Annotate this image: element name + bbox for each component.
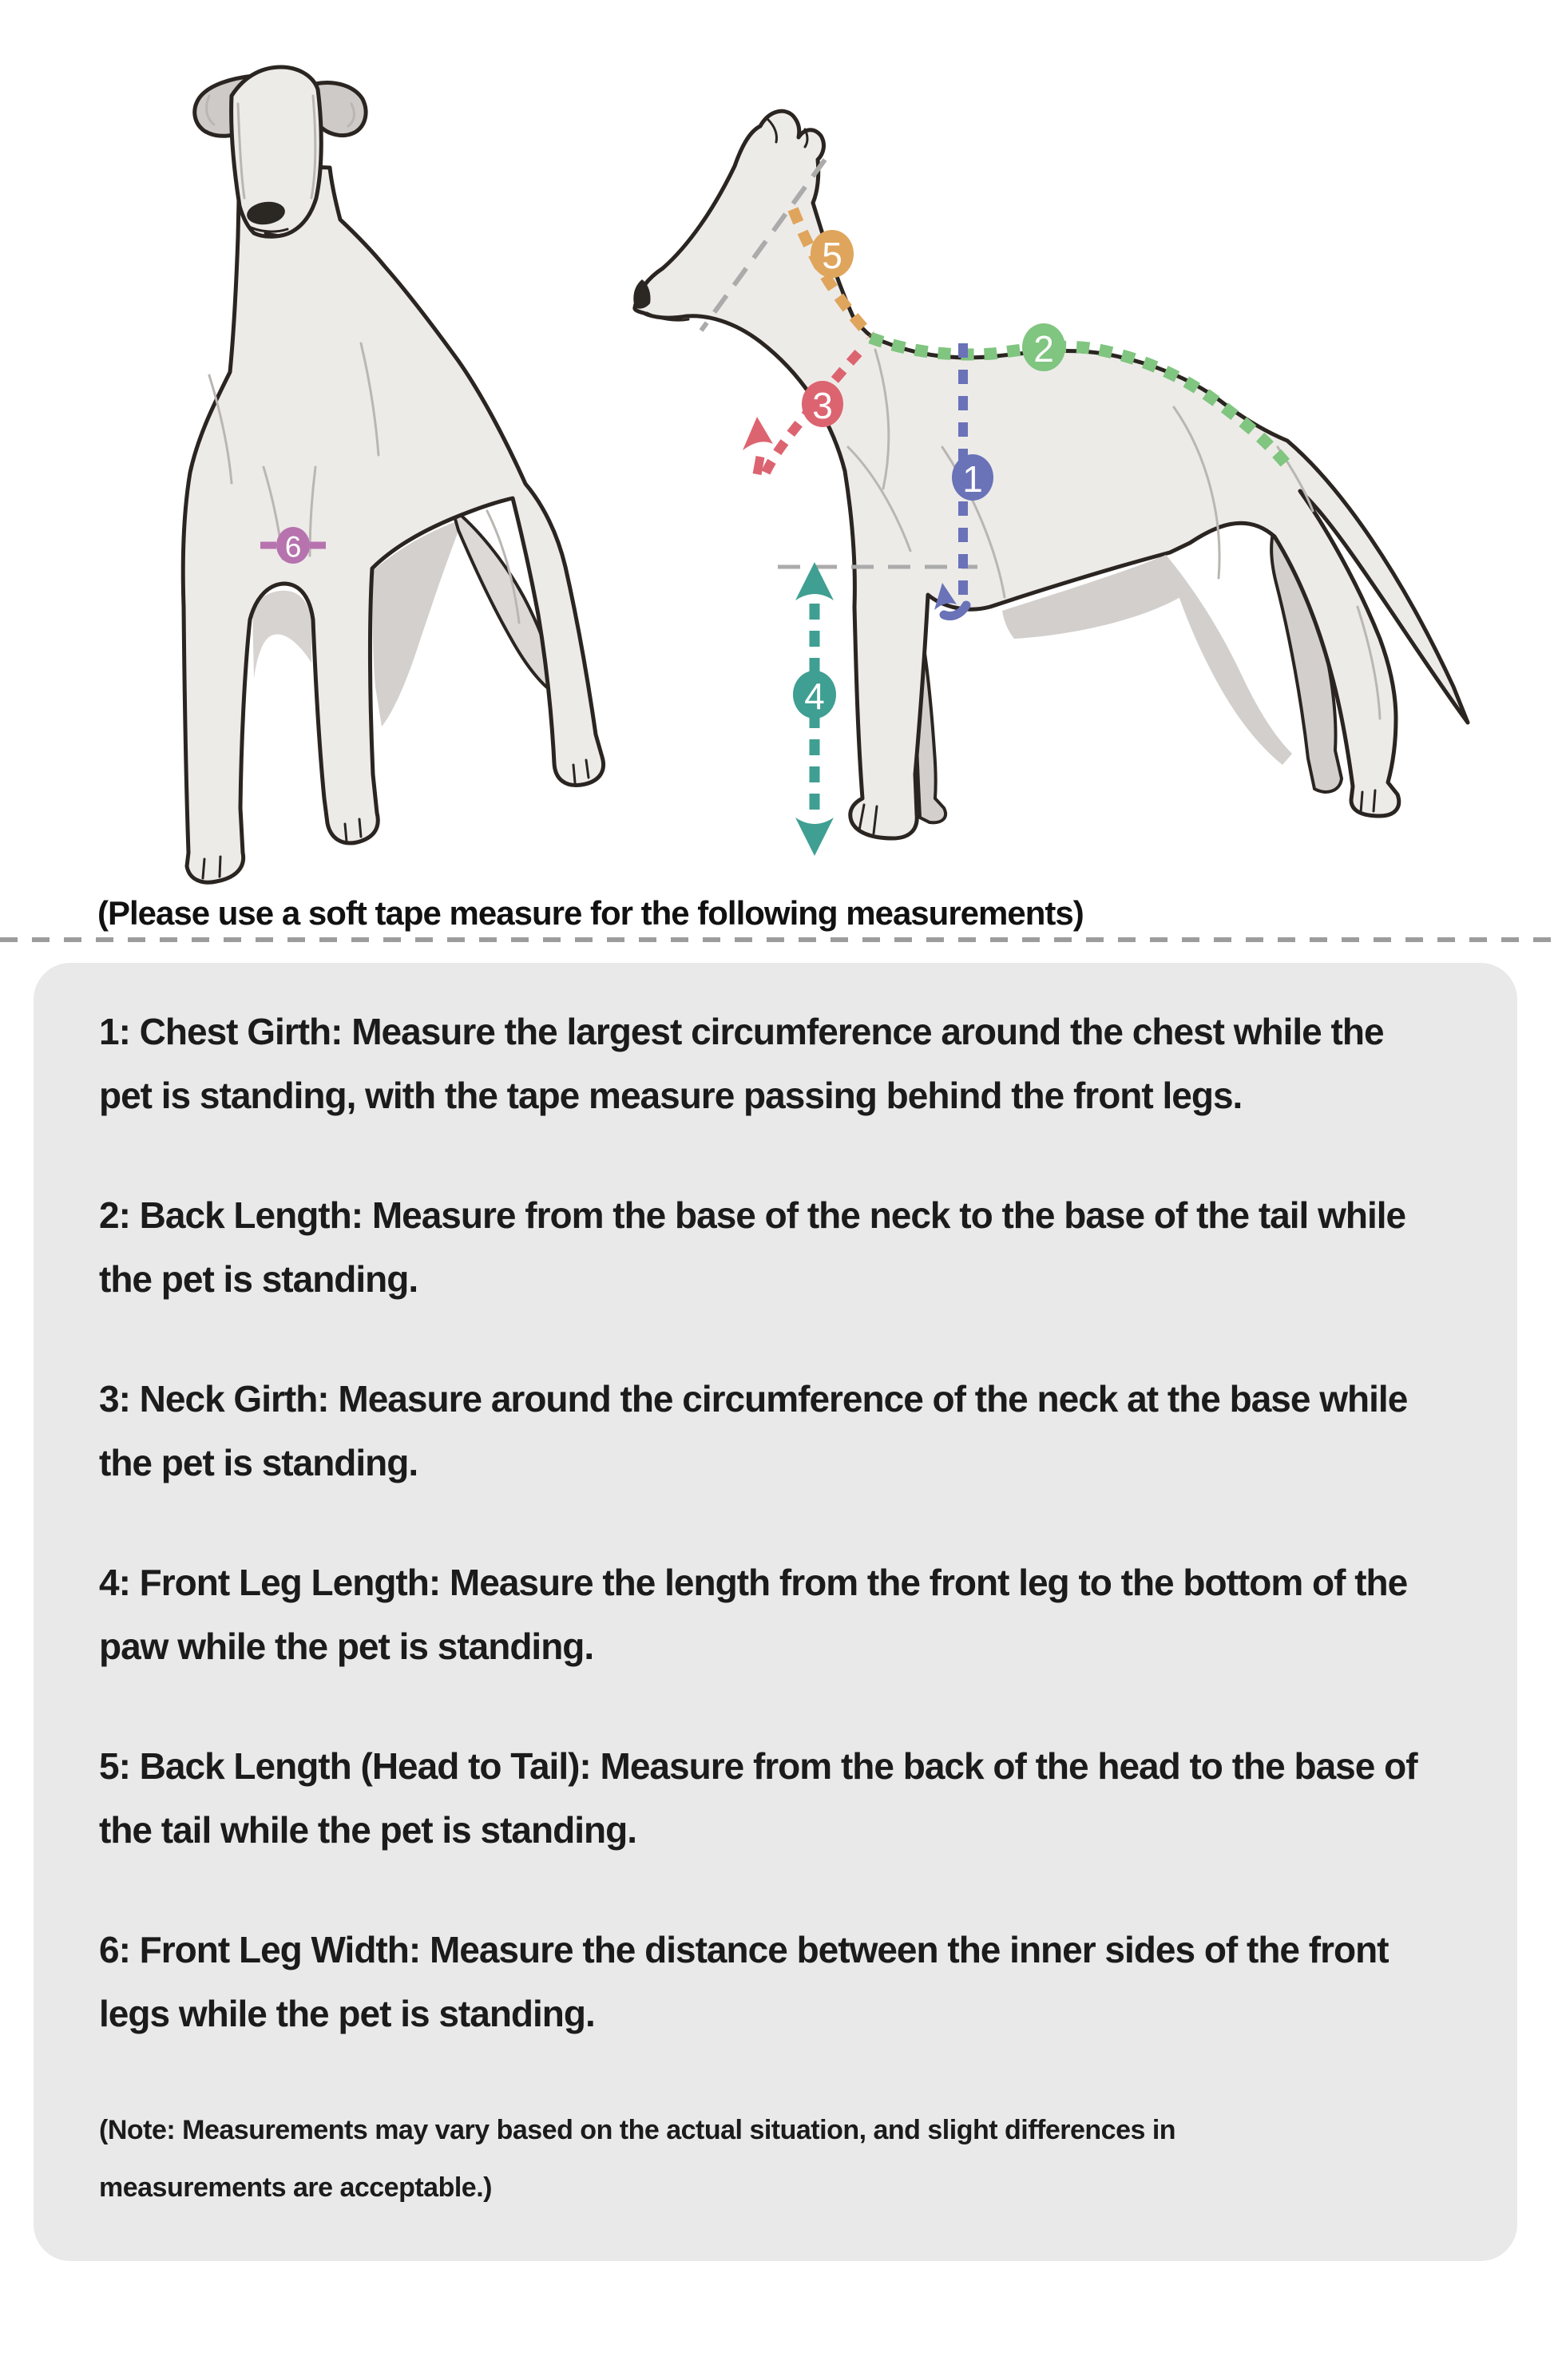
marker-2-number: 2 — [1033, 328, 1054, 370]
instruction-6-front-leg-width — [99, 1918, 1469, 2045]
marker-1-chest-girth — [952, 454, 993, 501]
instruction-1-chest-girth — [99, 1000, 1469, 1127]
note-line: (Note: Measurements may vary based on the actual situation, and slight differences in — [99, 2115, 1176, 2145]
marker-6-number: 6 — [284, 530, 302, 564]
instruction-line: 5: Back Length (Head to Tail): Measure from the back of the head to the base of — [99, 1745, 1417, 1787]
instruction-line: paw while the pet is standing. — [99, 1626, 594, 1667]
instruction-line: 1: Chest Girth: Measure the largest circumference around the chest while the — [99, 1011, 1384, 1052]
instruction-line: the pet is standing. — [99, 1442, 418, 1483]
instruction-line: 2: Back Length: Measure from the base of the neck to the base of the tail while — [99, 1194, 1406, 1236]
instruction-line: legs while the pet is standing. — [99, 1993, 595, 2034]
side-view-dog-illustration — [633, 111, 1468, 838]
instruction-5-back-length-head-to-tail — [99, 1734, 1469, 1862]
instruction-line: the tail while the pet is standing. — [99, 1809, 636, 1851]
instruction-line: pet is standing, with the tape measure passing behind the front legs. — [99, 1075, 1243, 1116]
note — [99, 2101, 1469, 2216]
note-line: measurements are acceptable.) — [99, 2172, 492, 2203]
marker-1-number: 1 — [962, 458, 983, 500]
front-view-dog-illustration — [183, 67, 603, 882]
instruction-line: the pet is standing. — [99, 1258, 418, 1300]
instruction-2-back-length — [99, 1183, 1469, 1311]
marker-5-back-length-head-to-tail — [811, 230, 854, 278]
chest-shadow — [252, 591, 311, 679]
instructions-panel — [34, 963, 1517, 2261]
neck-girth-arrowhead — [743, 417, 773, 450]
marker-6-front-leg-width — [276, 527, 310, 564]
measurement-diagram — [0, 0, 1554, 958]
marker-4-number: 4 — [804, 675, 825, 717]
marker-3-neck-girth — [802, 381, 843, 427]
instruction-4-front-leg-length — [99, 1550, 1469, 1678]
instruction-3-neck-girth — [99, 1367, 1469, 1495]
marker-5-number: 5 — [822, 235, 842, 276]
marker-4-front-leg-length — [793, 671, 836, 719]
front-leg-length-arrowhead-bottom — [795, 818, 834, 856]
instruction-line: 3: Neck Girth: Measure around the circumference of the neck at the base while — [99, 1378, 1408, 1420]
dog-body — [183, 164, 603, 882]
caption: (Please use a soft tape measure for the following measurements) — [97, 894, 1084, 932]
neck-girth-arrow-dash — [757, 457, 760, 474]
marker-2-back-length — [1022, 323, 1065, 371]
thigh-shadow — [1166, 555, 1292, 765]
instruction-line: 4: Front Leg Length: Measure the length from the front leg to the bottom of the — [99, 1562, 1408, 1603]
instruction-line: 6: Front Leg Width: Measure the distance between the inner sides of the front — [99, 1929, 1389, 1970]
dashed-divider — [0, 937, 1554, 942]
marker-3-number: 3 — [812, 385, 833, 426]
